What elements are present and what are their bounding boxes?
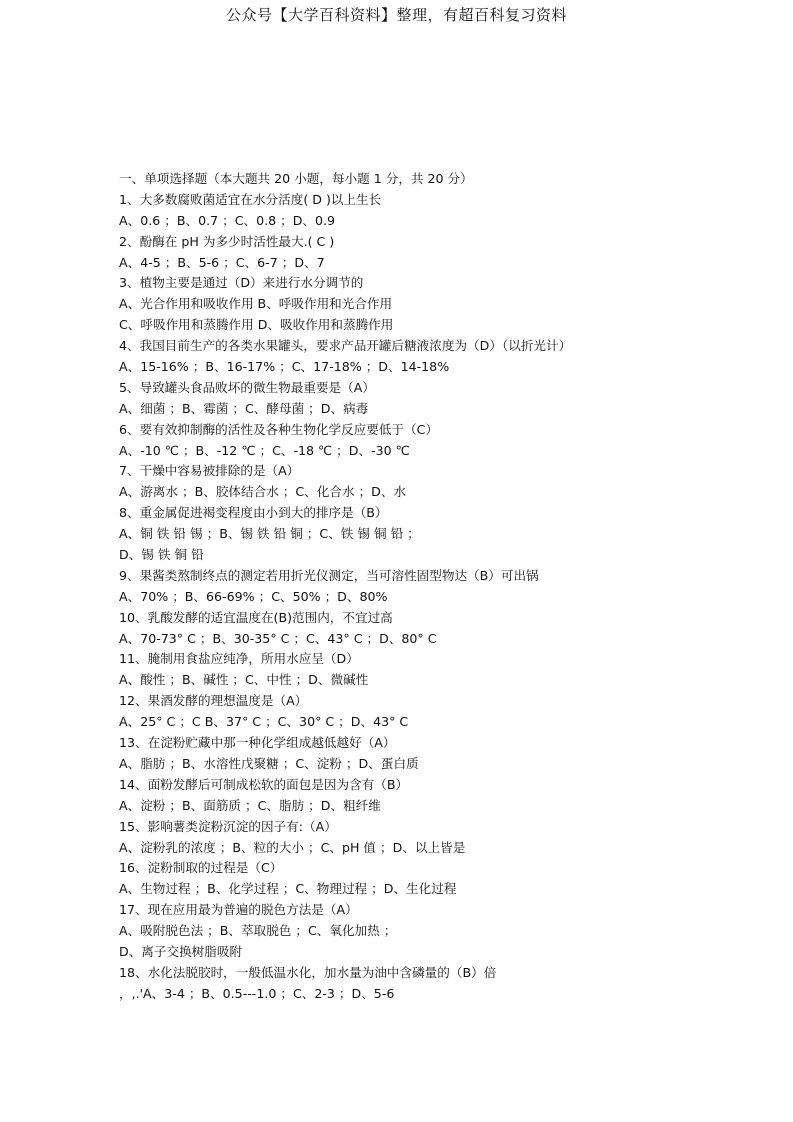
options-line: D、离子交换树脂吸附 xyxy=(119,943,243,959)
question-line: 14、面粉发酵后可制成松软的面包是因为含有（B） xyxy=(119,776,409,792)
question-line: 6、要有效抑制酶的活性及各种生物化学反应要低于（C） xyxy=(119,421,439,437)
question-line: 5、导致罐头食品败坏的微生物最重要是（A） xyxy=(119,379,375,395)
question-line: 12、果酒发酵的理想温度是（A） xyxy=(119,693,308,709)
options-line: A、酸性 ；B、碱性 ；C、中性 ；D、微碱性 xyxy=(119,672,369,688)
options-line: A、淀粉乳的浓度 ；B、粒的大小 ；C、pH 值 ；D、以上皆是 xyxy=(119,839,466,855)
question-line: 13、在淀粉贮藏中那一种化学组成越低越好（A） xyxy=(119,735,396,751)
options-line: A、脂肪 ；B、水溶性戊聚糖 ；C、淀粉 ；D、蛋白质 xyxy=(119,755,419,771)
options-line: D、锡 铁 铜 铅 xyxy=(119,547,204,563)
question-line: 9、果酱类熬制终点的测定若用折光仪测定，当可溶性固型物达（B）可出锅 xyxy=(119,567,539,583)
question-line: 2、酚酶在 pH 为多少时活性最大.( C ) xyxy=(119,233,335,249)
options-line: A、吸附脱色法 ；B、萃取脱色 ；C、氧化加热 ； xyxy=(119,923,397,939)
options-line: A、70-73° C ；B、30-35° C ；C、43° C ；D、80° C xyxy=(119,630,437,646)
question-line: 15、影响薯类淀粉沉淀的因子有:（A） xyxy=(119,818,337,834)
page-header: 公众号【大学百科资料】整理，有超百科复习资料 xyxy=(225,6,567,24)
options-line: A、4-5 ；B、5-6 ；C、6-7 ；D、7 xyxy=(119,254,325,270)
question-line: 8、重金属促进褐变程度由小到大的排序是（B） xyxy=(119,505,388,521)
options-line: A、细菌 ；B、霉菌 ；C、酵母菌 ；D、病毒 xyxy=(119,400,369,416)
options-line: ，,.'A、3-4 ；B、0.5---1.0 ；C、2-3 ；D、5-6 xyxy=(119,985,395,1001)
question-line: 1、大多数腐败菌适宜在水分活度( D )以上生长 xyxy=(119,191,382,207)
options-line: A、15-16% ；B、16-17% ；C、17-18% ；D、14-18% xyxy=(119,359,450,375)
question-line: 7、干燥中容易被排除的是（A） xyxy=(119,463,300,479)
options-line: A、0.6 ；B、0.7 ；C、0.8 ；D、0.9 xyxy=(119,212,336,228)
options-line: A、生物过程 ；B、化学过程 ；C、物理过程 ；D、生化过程 xyxy=(119,881,457,897)
section-title: 一、单项选择题（本大题共 20 小题，每小题 1 分，共 20 分） xyxy=(119,171,473,186)
options-line: A、铜 铁 铅 锡 ；B、锡 铁 铅 铜 ；C、铁 锡 铜 铅 ； xyxy=(119,526,420,542)
options-line: A、光合作用和吸收作用 B、呼吸作用和光合作用 xyxy=(119,296,393,312)
question-list xyxy=(119,169,779,1005)
question-line: 11、腌制用食盐应纯净，所用水应呈（D） xyxy=(119,651,359,667)
question-line: 16、淀粉制取的过程是（C） xyxy=(119,860,283,876)
question-line: 17、现在应用最为普遍的脱色方法是（A） xyxy=(119,902,358,918)
question-line: 3、植物主要是通过（D）来进行水分调节的 xyxy=(119,275,364,291)
options-line: A、淀粉 ；B、面筋质 ；C、脂肪 ；D、粗纤维 xyxy=(119,797,381,813)
question-line: 18、水化法脱胶时，一般低温水化，加水量为油中含磷量的（B）倍 xyxy=(119,964,497,980)
options-line: A、-10 ℃ ；B、-12 ℃ ；C、-18 ℃ ；D、-30 ℃ xyxy=(119,442,410,458)
options-line: C、呼吸作用和蒸腾作用 D、吸收作用和蒸腾作用 xyxy=(119,317,394,333)
options-line: A、25° C ；C B、37° C ；C、30° C ；D、43° C xyxy=(119,714,409,730)
question-line: 4、我国目前生产的各类水果罐头，要求产品开罐后糖液浓度为（D）（以折光计） xyxy=(119,338,572,354)
options-line: A、游离水 ；B、胶体结合水 ；C、化合水 ；D、水 xyxy=(119,484,407,500)
options-line: A、70% ；B、66-69% ；C、50% ；D、80% xyxy=(119,588,388,604)
question-line: 10、乳酸发酵的适宜温度在(B)范围内，不宜过高 xyxy=(119,609,393,625)
